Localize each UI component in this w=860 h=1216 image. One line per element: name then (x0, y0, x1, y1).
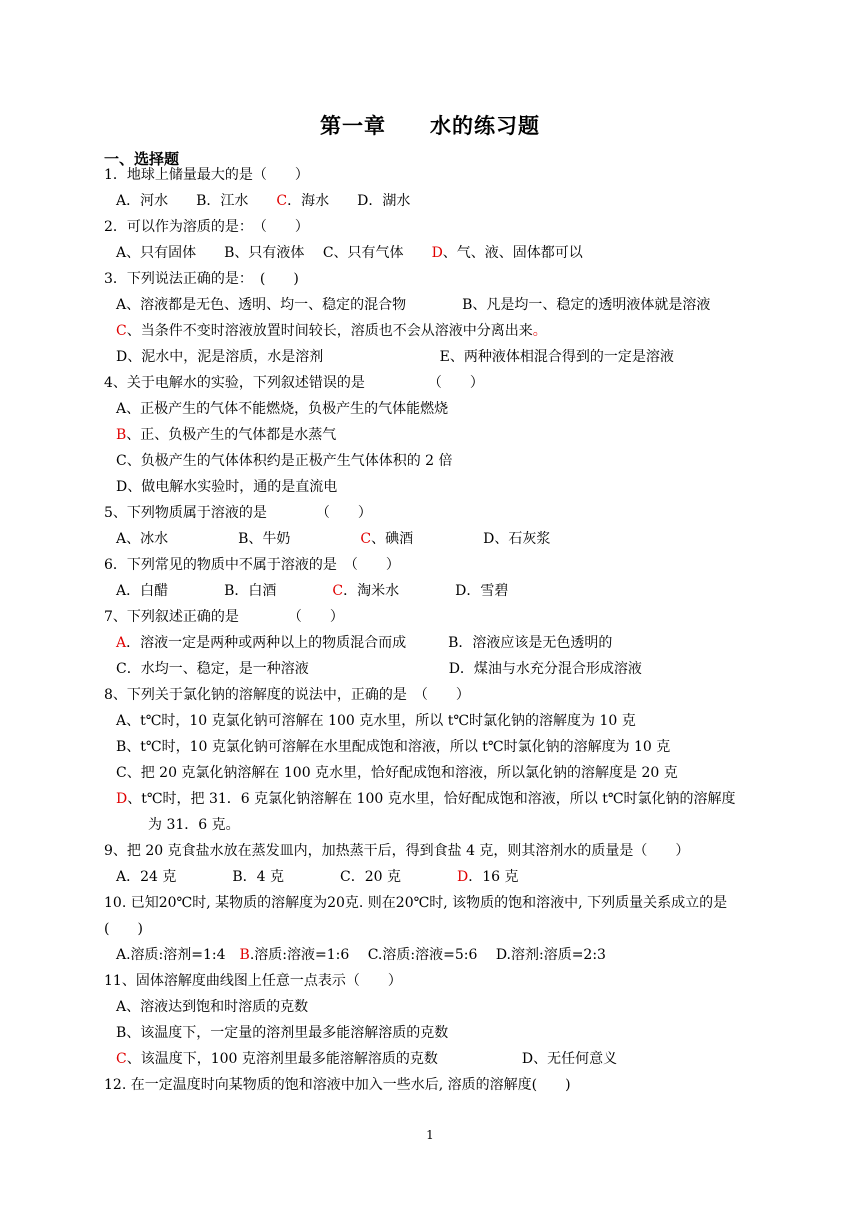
question-line (104, 373, 484, 393)
question-line (104, 503, 372, 523)
answer-mark: C (116, 323, 127, 339)
line-text: ．溶液一定是两种或两种以上的物质混合而成 B．溶液应该是无色透明的 (126, 635, 613, 651)
line-text: 6．下列常见的物质中不属于溶液的是 （ ） (104, 557, 400, 573)
line-text: B、该温度下，一定量的溶剂里最多能溶解溶质的克数 (116, 1025, 449, 1041)
line-text: 、该温度下，100 克溶剂里最多能溶解溶质的克数 D、无任何意义 (126, 1051, 618, 1067)
line-text: A、溶液达到饱和时溶质的克数 (116, 999, 309, 1015)
option-line (116, 477, 337, 497)
line-text: .溶质:溶液=1:6 C.溶质:溶液=5:6 D.溶剂:溶质=2:3 (249, 947, 606, 963)
question-line (104, 841, 689, 861)
answer-mark: A (116, 635, 127, 651)
option-line (116, 763, 678, 783)
option-line (116, 945, 606, 965)
line-text: ．海水 D．湖水 (287, 193, 411, 209)
option-line (116, 321, 547, 341)
line-text: A．白醋 B．白酒 (116, 583, 333, 599)
option-line (116, 867, 519, 887)
page-title: 第一章 水的练习题 (320, 114, 540, 138)
option-line (116, 633, 612, 653)
option-line (116, 711, 636, 731)
option-line (116, 1049, 617, 1069)
question-line (104, 971, 402, 991)
answer-mark: C (276, 193, 288, 209)
line-text: C、负极产生的气体体积约是正极产生气体体积的 2 倍 (116, 453, 453, 469)
option-line (116, 347, 674, 367)
line-text: 为 31．6 克。 (148, 817, 240, 833)
option-line (116, 997, 308, 1017)
line-text: A．河水 B．江水 (116, 193, 277, 209)
question-line (104, 217, 309, 237)
answer-mark: 。 (532, 323, 547, 339)
line-text: 2．可以作为溶质的是： （ ） (104, 219, 309, 235)
answer-mark: C (332, 583, 344, 599)
line-text: 、气、液、固体都可以 (442, 245, 583, 261)
option-line (116, 243, 583, 263)
line-text: A、t℃时，10 克氯化钠可溶解在 100 克水里，所以 t℃时氯化钠的溶解度为 10 克 (116, 713, 636, 729)
answer-mark: D (457, 869, 469, 885)
line-text: 4、关于电解水的实验，下列叙述错误的是 （ ） (104, 375, 484, 391)
option-line (116, 1023, 448, 1043)
line-text: D、泥水中，泥是溶质，水是溶剂 E、两种液体相混合得到的一定是溶液 (116, 349, 674, 365)
line-text: D、做电解水实验时，通的是直流电 (116, 479, 338, 495)
question-line (104, 685, 470, 705)
answer-mark: B (116, 427, 127, 443)
line-text: A、正极产生的气体不能燃烧，负极产生的气体能燃烧 (116, 401, 449, 417)
line-text: 、碘酒 D、石灰浆 (371, 531, 551, 547)
line-text: A.溶质:溶剂=1:4 (116, 947, 240, 963)
line-text: 9、把 20 克食盐水放在蒸发皿内，加热蒸干后，得到食盐 4 克，则其溶剂水的质量是（ ） (104, 843, 690, 859)
line-text: 、t℃时，把 31．6 克氯化钠溶解在 100 克水里，恰好配成饱和溶液，所以 t℃时氯化钠的溶解度 (127, 791, 736, 807)
page-number: 1 (426, 1128, 434, 1142)
line-text: A、冰水 B、牛奶 (116, 531, 361, 547)
line-text: 11、固体溶解度曲线图上任意一点表示（ ） (104, 973, 402, 989)
option-line (116, 425, 336, 445)
option-line (116, 581, 508, 601)
question-line (104, 893, 727, 913)
line-text: C．水均一、稳定，是一种溶液 D．煤油与水充分混合形成溶液 (116, 661, 642, 677)
line-text: B、t℃时，10 克氯化钠可溶解在水里配成饱和溶液，所以 t℃时氯化钠的溶解度为 10 克 (116, 739, 671, 755)
line-text: 1．地球上储量最大的是（ ） (104, 167, 309, 183)
line-text: 、当条件不变时溶液放置时间较长，溶质也不会从溶液中分离出来 (126, 323, 533, 339)
option-line (116, 191, 410, 211)
question-line (104, 607, 344, 627)
option-line (116, 737, 670, 757)
line-text: 3．下列说法正确的是： ( ) (104, 271, 299, 287)
question-line (104, 919, 143, 939)
section-heading: 一、选择题 (104, 150, 180, 168)
option-line (116, 529, 550, 549)
line-text: C、把 20 克氯化钠溶解在 100 克水里，恰好配成饱和溶液，所以氯化钠的溶解度是 20 克 (116, 765, 678, 781)
question-line (104, 1075, 571, 1095)
line-text: 5、下列物质属于溶液的是 （ ） (104, 505, 372, 521)
answer-mark: B (239, 947, 250, 963)
option-line (116, 399, 448, 419)
line-text: 10. 已知20℃时, 某物质的溶解度为20克. 则在20℃时, 该物质的饱和溶液中, 下列质量关系成立的是 (104, 895, 728, 911)
question-line (104, 269, 299, 289)
answer-mark: C (360, 531, 372, 547)
line-text: 、正、负极产生的气体都是水蒸气 (126, 427, 337, 443)
question-line (104, 165, 309, 185)
answer-mark: D (431, 245, 443, 261)
question-line (104, 555, 400, 575)
option-line (116, 789, 736, 809)
answer-mark: C (116, 1051, 127, 1067)
line-text: A、只有固体 B、只有液体 C、只有气体 (116, 245, 432, 261)
line-text: 8、下列关于氯化钠的溶解度的说法中，正确的是 （ ） (104, 687, 470, 703)
line-text: ．16 克 (468, 869, 519, 885)
option-line (116, 295, 710, 315)
answer-mark: D (116, 791, 128, 807)
option-line (148, 815, 240, 835)
line-text: A．24 克 B．4 克 C．20 克 (116, 869, 457, 885)
line-text: ( ) (104, 921, 143, 937)
option-line (116, 659, 642, 679)
line-text: 12. 在一定温度时向某物质的饱和溶液中加入一些水后, 溶质的溶解度( ) (104, 1077, 571, 1093)
option-line (116, 451, 453, 471)
line-text: 7、下列叙述正确的是 （ ） (104, 609, 344, 625)
line-text: A、溶液都是无色、透明、均一、稳定的混合物 B、凡是均一、稳定的透明液体就是溶液 (116, 297, 711, 313)
line-text: ．淘米水 D．雪碧 (343, 583, 509, 599)
